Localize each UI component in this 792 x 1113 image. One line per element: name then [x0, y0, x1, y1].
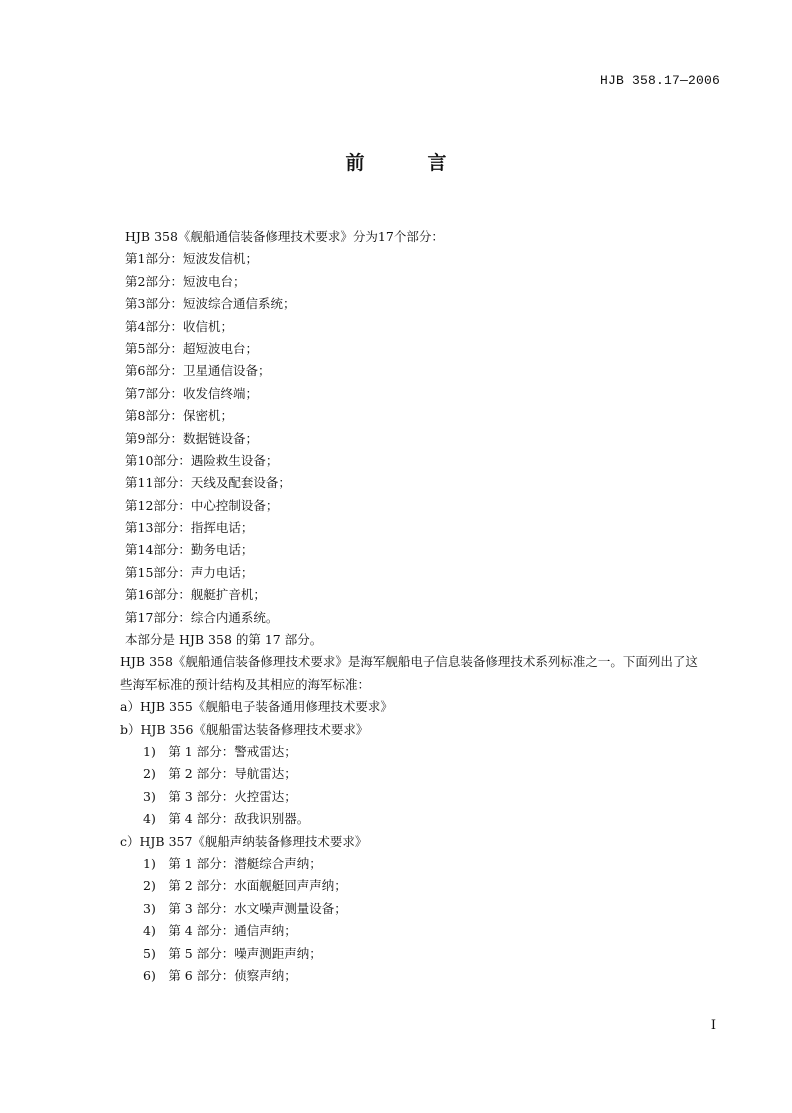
page-title: 前 言 — [345, 152, 469, 174]
standard-c-item-5: 5) 第 5 部分：噪声测距声纳； — [143, 945, 322, 961]
this-part-line: 本部分是 HJB 358 的第 17 部分。 — [125, 632, 323, 648]
part-item-12: 第12部分：中心控制设备； — [125, 497, 279, 513]
standard-c-item-3: 3) 第 3 部分：水文噪声测量设备； — [143, 900, 347, 916]
part-item-1: 第1部分：短波发信机； — [125, 251, 258, 267]
part-item-13: 第13部分：指挥电话； — [125, 520, 254, 536]
standard-a-label: a）HJB 355《舰船电子装备通用修理技术要求》 — [120, 699, 393, 715]
standard-c-item-2: 2) 第 2 部分：水面舰艇回声声纳； — [143, 878, 347, 894]
document-code: HJB 358.17—2006 — [599, 73, 720, 88]
intro-line: HJB 358《舰船通信装备修理技术要求》分为17个部分： — [125, 229, 444, 244]
standard-b-item-3: 3) 第 3 部分：火控雷达； — [143, 788, 297, 804]
standard-b-item-1: 1) 第 1 部分：警戒雷达； — [143, 744, 297, 760]
part-item-3: 第3部分：短波综合通信系统； — [125, 296, 296, 312]
document-body — [0, 226, 792, 987]
part-item-7: 第7部分：收发信终端； — [125, 385, 258, 401]
page-number: I — [710, 1018, 716, 1033]
standard-c-label: c）HJB 357《舰船声纳装备修理技术要求》 — [120, 833, 368, 849]
series-paragraph: HJB 358《舰船通信装备修理技术要求》是海军舰船电子信息装备修理技术系列标准之一。下面列出了这些海军标准的预计结构及其相应的海军标准： — [120, 654, 698, 692]
part-item-10: 第10部分：遇险救生设备； — [125, 452, 279, 468]
part-item-8: 第8部分：保密机； — [125, 408, 233, 424]
standard-c-item-1: 1) 第 1 部分：潜艇综合声纳； — [143, 855, 322, 871]
part-item-6: 第6部分：卫星通信设备； — [125, 363, 271, 379]
part-item-17: 第17部分：综合内通系统。 — [125, 609, 279, 625]
part-item-14: 第14部分：勤务电话； — [125, 542, 254, 558]
standard-c-item-6: 6) 第 6 部分：侦察声纳； — [143, 967, 297, 983]
part-item-11: 第11部分：天线及配套设备； — [125, 475, 291, 491]
standard-c-item-4: 4) 第 4 部分：通信声纳； — [143, 923, 297, 939]
standard-b-item-4: 4) 第 4 部分：敌我识别器。 — [143, 811, 310, 827]
part-item-15: 第15部分：声力电话； — [125, 564, 254, 580]
standard-b-label: b）HJB 356《舰船雷达装备修理技术要求》 — [120, 721, 369, 737]
standard-b-item-2: 2) 第 2 部分：导航雷达； — [143, 766, 297, 782]
part-item-4: 第4部分：收信机； — [125, 318, 233, 334]
part-item-16: 第16部分：舰艇扩音机； — [125, 587, 266, 603]
part-item-5: 第5部分：超短波电台； — [125, 340, 258, 356]
part-item-2: 第2部分：短波电台； — [125, 273, 246, 289]
part-item-9: 第9部分：数据链设备； — [125, 430, 258, 446]
